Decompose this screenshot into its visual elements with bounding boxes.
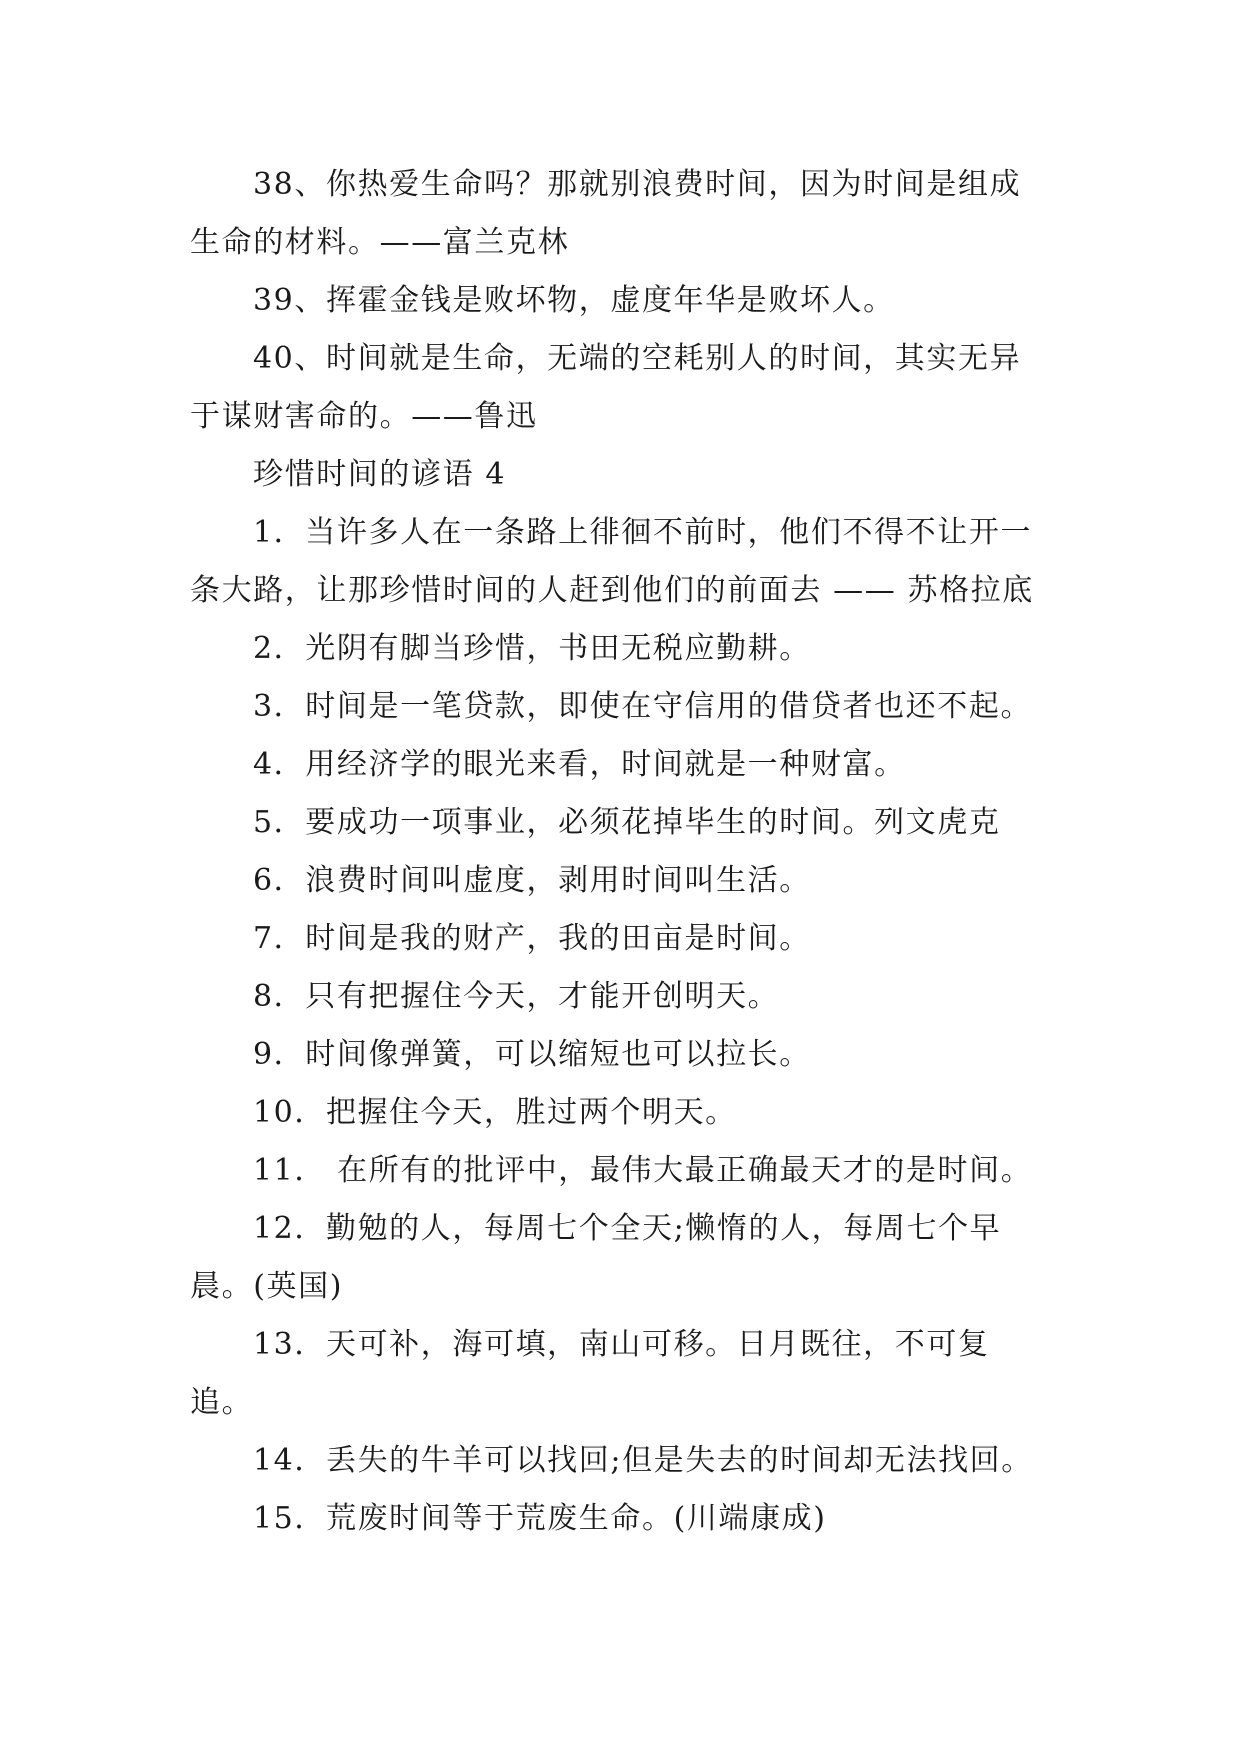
proverb-2: 2．光阴有脚当珍惜，书田无税应勤耕。 bbox=[253, 631, 811, 666]
quote-38: 38、你热爱生命吗？那就别浪费时间，因为时间是组成生命的材料。——富兰克林 bbox=[190, 167, 1022, 260]
proverb-11: 11． 在所有的批评中，最伟大最正确最天才的是时间。 bbox=[253, 1153, 1033, 1188]
proverb-7: 7．时间是我的财产，我的田亩是时间。 bbox=[253, 921, 811, 956]
proverb-15: 15．荒废时间等于荒废生命。(川端康成) bbox=[253, 1501, 827, 1536]
proverb-14: 14．丢失的牛羊可以找回;但是失去的时间却无法找回。 bbox=[253, 1443, 1033, 1478]
proverb-12: 12．勤勉的人，每周七个全天;懒惰的人，每周七个早晨。(英国) bbox=[190, 1211, 1002, 1304]
proverb-9: 9．时间像弹簧，可以缩短也可以拉长。 bbox=[253, 1037, 811, 1072]
proverb-8: 8．只有把握住今天，才能开创明天。 bbox=[253, 979, 780, 1014]
section-heading: 珍惜时间的谚语 4 bbox=[253, 457, 507, 492]
proverb-13: 13．天可补，海可填，南山可移。日月既往，不可复追。 bbox=[190, 1327, 990, 1420]
proverb-1: 1．当许多人在一条路上徘徊不前时，他们不得不让开一条大路，让那珍惜时间的人赶到他们的前面去 —— 苏格拉底 bbox=[190, 515, 1034, 608]
proverb-5: 5．要成功一项事业，必须花掉毕生的时间。列文虎克 bbox=[253, 805, 1001, 840]
proverb-4: 4．用经济学的眼光来看，时间就是一种财富。 bbox=[253, 747, 906, 782]
proverb-10: 10．把握住今天，胜过两个明天。 bbox=[253, 1095, 737, 1130]
quote-39: 39、挥霍金钱是败坏物，虚度年华是败坏人。 bbox=[253, 283, 895, 318]
proverb-3: 3．时间是一笔贷款，即使在守信用的借贷者也还不起。 bbox=[253, 689, 1033, 724]
document-body bbox=[190, 156, 1050, 1548]
quote-40: 40、时间就是生命，无端的空耗别人的时间，其实无异于谋财害命的。——鲁迅 bbox=[190, 341, 1022, 434]
proverb-6: 6．浪费时间叫虚度，剥用时间叫生活。 bbox=[253, 863, 811, 898]
